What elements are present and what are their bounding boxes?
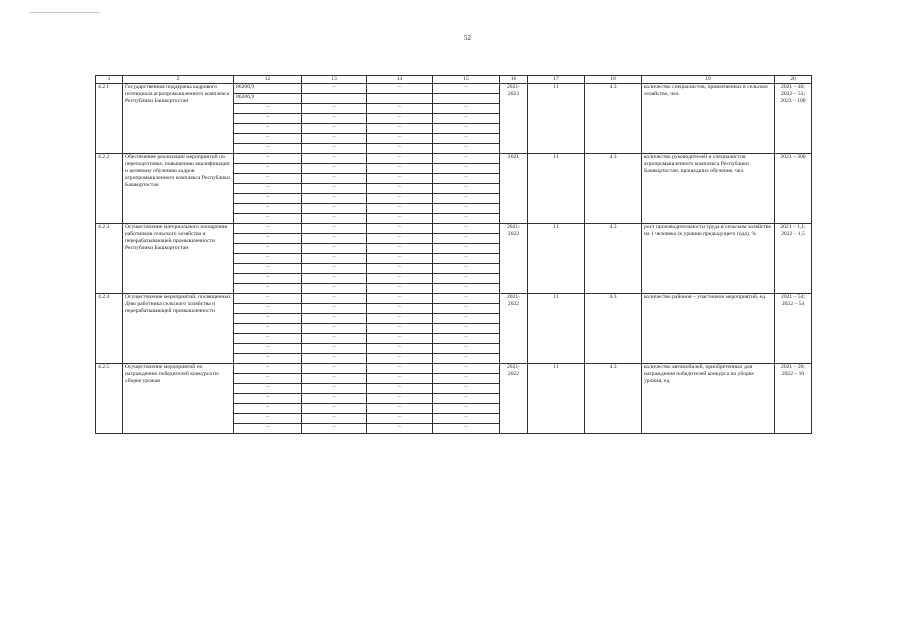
funding-cell: – (234, 304, 302, 314)
funding-cell: – (234, 364, 302, 374)
activity-name: Осуществление мероприятий по награждению победителей конкурса по уборке урожая (123, 364, 234, 434)
funding-cell: – (433, 194, 500, 204)
funding-cell: – (302, 354, 367, 364)
table-row (96, 364, 812, 374)
funding-cell: – (367, 264, 433, 274)
funding-cell (433, 94, 500, 104)
funding-cell: – (302, 274, 367, 284)
funding-cell: – (302, 304, 367, 314)
funding-cell: – (367, 394, 433, 404)
funding-cell: – (234, 314, 302, 324)
funding-cell: – (234, 344, 302, 354)
task-code: 4.3 (585, 294, 642, 364)
funding-cell: – (367, 224, 433, 234)
funding-cell: – (433, 114, 500, 124)
funding-cell: – (367, 234, 433, 244)
column-header: 1 (96, 76, 123, 84)
funding-cell: – (433, 374, 500, 384)
funding-cell: – (367, 414, 433, 424)
target-value: 2021 – 300 (780, 154, 806, 160)
funding-cell: – (367, 134, 433, 144)
funding-cell: – (367, 324, 433, 334)
funding-cell: – (302, 204, 367, 214)
table-row (96, 84, 812, 94)
indicator-targets (775, 154, 812, 224)
task-code: 4.3 (585, 84, 642, 154)
funding-cell: – (302, 194, 367, 204)
funding-cell: – (433, 204, 500, 214)
funding-cell: – (234, 114, 302, 124)
column-header: 16 (500, 76, 528, 84)
activity-code: 4.2.4 (96, 294, 123, 364)
period-line: 2022 (507, 300, 520, 307)
funding-cell: – (302, 114, 367, 124)
funding-cell: – (433, 134, 500, 144)
funding-cell: – (433, 184, 500, 194)
activity-name: Осуществление материального поощрения работников сельского хозяйства и перерабатывающей промышленности Республики Башкортостан (123, 224, 234, 294)
funding-cell: – (234, 404, 302, 414)
column-header: 12 (234, 76, 302, 84)
funding-cell: – (433, 174, 500, 184)
funding-cell: – (433, 364, 500, 374)
target-code: 11 (528, 154, 585, 224)
funding-cell: – (433, 154, 500, 164)
funding-cell: – (433, 294, 500, 304)
funding-cell: – (367, 164, 433, 174)
program-activities-table (95, 75, 812, 434)
target-code: 11 (528, 294, 585, 364)
funding-cell: – (302, 124, 367, 134)
funding-cell: – (234, 144, 302, 154)
funding-cell: – (302, 104, 367, 114)
funding-cell: – (367, 194, 433, 204)
activity-code: 4.2.1 (96, 84, 123, 154)
target-value: 2022 – 53; (781, 90, 805, 97)
funding-cell: – (367, 284, 433, 294)
indicator-description: количество руководителей и специалистов агропромышленного комплекса Республики Башкортостан, прошедших обучение, чел. (642, 154, 775, 224)
funding-cell (367, 94, 433, 104)
funding-cell: – (433, 234, 500, 244)
funding-cell: – (433, 384, 500, 394)
column-header: 15 (433, 76, 500, 84)
indicator-targets (775, 294, 812, 364)
funding-cell: – (433, 314, 500, 324)
funding-cell: – (367, 214, 433, 224)
funding-cell: – (367, 424, 433, 434)
column-header: 20 (775, 76, 812, 84)
funding-cell: – (367, 314, 433, 324)
funding-cell: – (234, 184, 302, 194)
funding-cell: – (433, 334, 500, 344)
period-line: 2021- (506, 294, 521, 300)
table-row (96, 224, 812, 234)
funding-cell: – (367, 344, 433, 354)
funding-cell: – (234, 424, 302, 434)
funding-cell: – (367, 244, 433, 254)
column-header: 17 (528, 76, 585, 84)
funding-cell: – (234, 194, 302, 204)
funding-cell: – (433, 84, 500, 94)
indicator-targets (775, 84, 812, 154)
funding-cell: – (234, 394, 302, 404)
funding-cell: – (433, 124, 500, 134)
funding-cell: – (433, 354, 500, 364)
funding-cell: – (367, 204, 433, 214)
funding-cell: – (367, 114, 433, 124)
funding-cell: – (234, 214, 302, 224)
funding-cell: – (433, 224, 500, 234)
activity-name: Государственная поддержка кадрового потенциала агропромышленного комплекса Республики Башкортостан (123, 84, 234, 154)
funding-cell: – (234, 284, 302, 294)
funding-cell: – (433, 164, 500, 174)
task-code: 4.3 (585, 154, 642, 224)
funding-cell: – (302, 284, 367, 294)
scan-artifact (30, 12, 100, 13)
funding-cell: – (367, 124, 433, 134)
funding-cell: – (302, 364, 367, 374)
funding-cell: – (367, 354, 433, 364)
funding-cell: – (302, 384, 367, 394)
funding-cell: – (433, 424, 500, 434)
funding-cell: – (367, 274, 433, 284)
funding-cell: – (367, 294, 433, 304)
table-row (96, 154, 812, 164)
funding-cell: – (367, 174, 433, 184)
funding-cell: – (433, 264, 500, 274)
column-header: 2 (123, 76, 234, 84)
funding-cell: – (302, 424, 367, 434)
funding-cell: – (302, 404, 367, 414)
funding-cell: – (234, 104, 302, 114)
target-code: 11 (528, 84, 585, 154)
funding-cell (302, 94, 367, 104)
funding-cell: – (433, 324, 500, 334)
target-value: 2021 – 54; (781, 294, 805, 300)
funding-cell: – (433, 394, 500, 404)
indicator-description: количество специалистов, привлеченных в сельское хозяйство, чел. (642, 84, 775, 154)
indicator-targets (775, 224, 812, 294)
target-value: 2022 – 10 (781, 370, 805, 377)
column-header: 13 (302, 76, 367, 84)
funding-cell: – (302, 164, 367, 174)
funding-cell: – (234, 154, 302, 164)
funding-cell: – (433, 284, 500, 294)
funding-cell: – (302, 144, 367, 154)
column-header: 19 (642, 76, 775, 84)
target-value: 2021 – 40; (781, 84, 805, 90)
funding-cell: – (302, 374, 367, 384)
activity-name: Осуществление мероприятий, посвященных Дню работника сельского хозяйства и перерабатывающей промышленности (123, 294, 234, 364)
period-line: 2022 (507, 230, 520, 237)
funding-cell: – (367, 184, 433, 194)
activity-code: 4.2.2 (96, 154, 123, 224)
funding-cell: – (367, 374, 433, 384)
funding-cell: – (234, 334, 302, 344)
target-value: 2022 – 54 (781, 300, 805, 307)
funding-cell: – (302, 344, 367, 354)
funding-cell: – (234, 134, 302, 144)
indicator-targets (775, 364, 812, 434)
activity-name: Обеспечение реализации мероприятий по переподготовке, повышению квалификации и целевому обучению кадров агропромышленного комплекса Республики Башкортостан (123, 154, 234, 224)
target-code: 11 (528, 224, 585, 294)
task-code: 4.3 (585, 224, 642, 294)
target-code: 11 (528, 364, 585, 434)
funding-cell: – (367, 84, 433, 94)
page-number: 52 (464, 34, 471, 42)
implementation-period (500, 224, 528, 294)
funding-cell: – (367, 384, 433, 394)
funding-cell: – (234, 174, 302, 184)
period-line: 2021- (506, 84, 521, 90)
implementation-period (500, 364, 528, 434)
column-number-header-row (96, 76, 812, 84)
indicator-description: количество автомобилей, приобретенных для награждения победителей конкурса по уборке урожая, ед. (642, 364, 775, 434)
indicator-description: количество районов – участников мероприятий, ед. (642, 294, 775, 364)
period-line: 2021 (507, 154, 520, 160)
funding-cell: – (302, 324, 367, 334)
column-header: 14 (367, 76, 433, 84)
funding-cell: – (433, 104, 500, 114)
funding-cell: – (367, 334, 433, 344)
funding-cell: – (234, 204, 302, 214)
funding-cell: – (302, 234, 367, 244)
target-value: 2021 – 20; (781, 364, 805, 370)
table-row (96, 294, 812, 304)
funding-cell: – (302, 134, 367, 144)
funding-cell: – (234, 254, 302, 264)
funding-cell: – (433, 274, 500, 284)
period-line: 2021- (506, 364, 521, 370)
funding-cell: – (433, 244, 500, 254)
funding-cell: – (234, 124, 302, 134)
indicator-description: рост производительности труда в сельском хозяйстве на 1 человека (к уровню предыдущего года), % (642, 224, 775, 294)
period-line: 2021- (506, 224, 521, 230)
funding-cell: – (234, 294, 302, 304)
target-value: 2023 – 100 (780, 97, 806, 104)
funding-cell: – (302, 84, 367, 94)
funding-cell: – (302, 184, 367, 194)
funding-cell: – (367, 144, 433, 154)
funding-cell: – (302, 244, 367, 254)
activity-code: 4.2.5 (96, 364, 123, 434)
funding-cell: – (367, 404, 433, 414)
funding-cell: 86206,9 (234, 94, 302, 104)
implementation-period (500, 84, 528, 154)
funding-cell: – (302, 224, 367, 234)
funding-cell: – (234, 244, 302, 254)
funding-cell: – (234, 384, 302, 394)
funding-cell: – (433, 414, 500, 424)
funding-cell: – (234, 264, 302, 274)
funding-cell: – (302, 414, 367, 424)
funding-cell: – (302, 254, 367, 264)
funding-cell: – (367, 254, 433, 264)
funding-cell: – (433, 344, 500, 354)
funding-cell: – (302, 394, 367, 404)
funding-cell: – (367, 304, 433, 314)
implementation-period (500, 294, 528, 364)
funding-cell: – (367, 104, 433, 114)
funding-cell: – (302, 174, 367, 184)
target-value: 2022 – 1,5 (781, 230, 805, 237)
funding-cell: – (234, 164, 302, 174)
funding-cell: – (234, 234, 302, 244)
column-header: 18 (585, 76, 642, 84)
funding-cell: – (433, 144, 500, 154)
period-line: 2022 (507, 370, 520, 377)
funding-cell: – (234, 414, 302, 424)
funding-cell: – (433, 304, 500, 314)
funding-cell: – (433, 404, 500, 414)
funding-cell: – (234, 324, 302, 334)
task-code: 4.3 (585, 364, 642, 434)
funding-cell: – (367, 154, 433, 164)
funding-cell: – (433, 214, 500, 224)
funding-cell: – (367, 364, 433, 374)
period-line: 2023 (507, 90, 520, 97)
funding-cell: – (234, 354, 302, 364)
funding-cell: – (234, 374, 302, 384)
funding-cell: – (302, 314, 367, 324)
funding-cell: 86206,9 (234, 84, 302, 94)
funding-cell: – (302, 334, 367, 344)
funding-cell: – (302, 264, 367, 274)
funding-cell: – (302, 214, 367, 224)
funding-cell: – (234, 224, 302, 234)
activity-code: 4.2.3 (96, 224, 123, 294)
target-value: 2021 – 1,1; (780, 224, 806, 230)
implementation-period (500, 154, 528, 224)
funding-cell: – (302, 294, 367, 304)
funding-cell: – (234, 274, 302, 284)
funding-cell: – (302, 154, 367, 164)
funding-cell: – (433, 254, 500, 264)
